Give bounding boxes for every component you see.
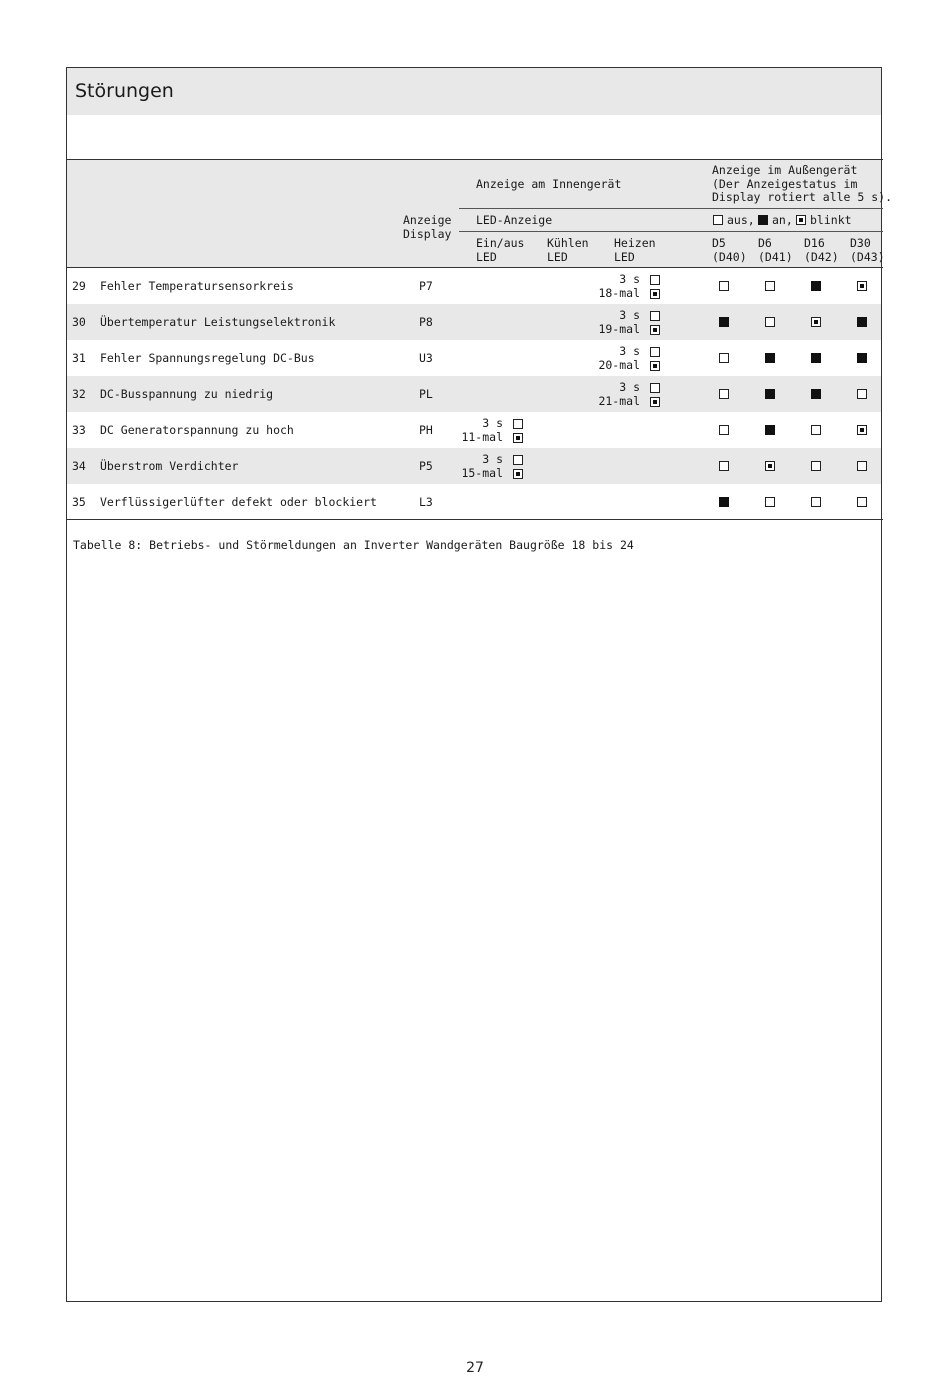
outdoor-led-on-icon (857, 317, 867, 327)
outdoor-led-blink-icon (857, 281, 867, 291)
row-number: 30 (72, 315, 86, 329)
led-count-label: 15-mal (461, 466, 503, 480)
legend-blink-icon (796, 215, 806, 225)
row-number: 33 (72, 423, 86, 437)
led-blink-icon (650, 397, 660, 407)
led-count-label: 18-mal (598, 286, 640, 300)
led-blink-icon (513, 433, 523, 443)
outdoor-led-on-icon (765, 425, 775, 435)
header-col-d30: D30 (D43) (850, 236, 885, 264)
legend-an-label: an, (772, 213, 793, 227)
row-number: 31 (72, 351, 86, 365)
row-display-code: U3 (419, 351, 433, 365)
led-blink-icon (650, 361, 660, 371)
outdoor-led-off-icon (811, 497, 821, 507)
outdoor-led-off-icon (719, 389, 729, 399)
led-duration-label: 3 s (619, 308, 640, 322)
header-col-heizen: Heizen LED (614, 236, 656, 264)
outdoor-led-off-icon (857, 389, 867, 399)
led-count-label: 11-mal (461, 430, 503, 444)
led-off-icon (650, 275, 660, 285)
row-number: 35 (72, 495, 86, 509)
row-display-code: P8 (419, 315, 433, 329)
led-count-label: 21-mal (598, 394, 640, 408)
outdoor-led-on-icon (765, 353, 775, 363)
outdoor-led-on-icon (719, 317, 729, 327)
outdoor-led-blink-icon (765, 461, 775, 471)
legend-on-icon (758, 215, 768, 225)
led-off-icon (650, 347, 660, 357)
row-description: Übertemperatur Leistungselektronik (100, 315, 336, 329)
outdoor-led-on-icon (811, 389, 821, 399)
row-description: Überstrom Verdichter (100, 459, 239, 473)
led-off-icon (513, 455, 523, 465)
outdoor-led-off-icon (719, 281, 729, 291)
outdoor-led-off-icon (765, 281, 775, 291)
header-anzeige-display: Anzeige Display (403, 213, 452, 241)
outdoor-led-off-icon (719, 425, 729, 435)
page-number: 27 (466, 1360, 484, 1376)
outdoor-led-on-icon (719, 497, 729, 507)
header-led-anzeige: LED-Anzeige (476, 213, 553, 227)
header-innen-title: Anzeige am Innengerät (476, 177, 622, 191)
led-duration-label: 3 s (619, 344, 640, 358)
section-title: Störungen (75, 80, 174, 102)
row-number: 29 (72, 279, 86, 293)
led-count-label: 20-mal (598, 358, 640, 372)
legend-blinkt-label: blinkt (810, 213, 852, 227)
led-blink-icon (513, 469, 523, 479)
led-off-icon (650, 311, 660, 321)
header-col-einaus: Ein/aus LED (476, 236, 525, 264)
row-display-code: P5 (419, 459, 433, 473)
led-duration-label: 3 s (482, 416, 503, 430)
led-off-icon (650, 383, 660, 393)
row-display-code: PH (419, 423, 433, 437)
row-description: DC Generatorspannung zu hoch (100, 423, 294, 437)
outdoor-led-off-icon (811, 461, 821, 471)
page-frame (66, 67, 893, 1302)
row-display-code: P7 (419, 279, 433, 293)
outdoor-led-off-icon (719, 461, 729, 471)
header-rule-2 (459, 231, 883, 232)
legend-off-icon (713, 215, 723, 225)
row-description: Fehler Spannungsregelung DC-Bus (100, 351, 315, 365)
row-number: 32 (72, 387, 86, 401)
led-duration-label: 3 s (619, 272, 640, 286)
section-title-band (67, 68, 881, 115)
outdoor-led-blink-icon (811, 317, 821, 327)
row-display-code: PL (419, 387, 433, 401)
outdoor-led-off-icon (857, 461, 867, 471)
outdoor-led-on-icon (857, 353, 867, 363)
led-off-icon (513, 419, 523, 429)
header-aussen-title: Anzeige im Außengerät (Der Anzeigestatus im Display rotiert alle 5 s). (712, 163, 893, 204)
led-blink-icon (650, 325, 660, 335)
led-duration-label: 3 s (482, 452, 503, 466)
row-number: 34 (72, 459, 86, 473)
header-rule-1 (459, 208, 883, 209)
outdoor-led-on-icon (811, 281, 821, 291)
row-description: DC-Busspannung zu niedrig (100, 387, 274, 401)
led-blink-icon (650, 289, 660, 299)
outdoor-led-off-icon (811, 425, 821, 435)
outdoor-led-off-icon (765, 317, 775, 327)
table-top-rule (67, 159, 883, 160)
table-caption: Tabelle 8: Betriebs- und Störmeldungen an Inverter Wandgeräten Baugröße 18 bis 24 (73, 538, 634, 552)
header-col-d16: D16 (D42) (804, 236, 839, 264)
header-col-kuehlen: Kühlen LED (547, 236, 589, 264)
header-col-d6: D6 (D41) (758, 236, 793, 264)
outdoor-led-off-icon (719, 353, 729, 363)
outdoor-led-off-icon (765, 497, 775, 507)
led-count-label: 19-mal (598, 322, 640, 336)
led-duration-label: 3 s (619, 380, 640, 394)
table-bottom-rule (67, 519, 883, 520)
legend-aus-label: aus, (727, 213, 755, 227)
row-description: Fehler Temperatursensorkreis (100, 279, 294, 293)
outdoor-led-on-icon (765, 389, 775, 399)
outdoor-led-off-icon (857, 497, 867, 507)
header-col-d5: D5 (D40) (712, 236, 747, 264)
row-description: Verflüssigerlüfter defekt oder blockiert (100, 495, 377, 509)
outdoor-led-on-icon (811, 353, 821, 363)
outdoor-led-blink-icon (857, 425, 867, 435)
row-display-code: L3 (419, 495, 433, 509)
